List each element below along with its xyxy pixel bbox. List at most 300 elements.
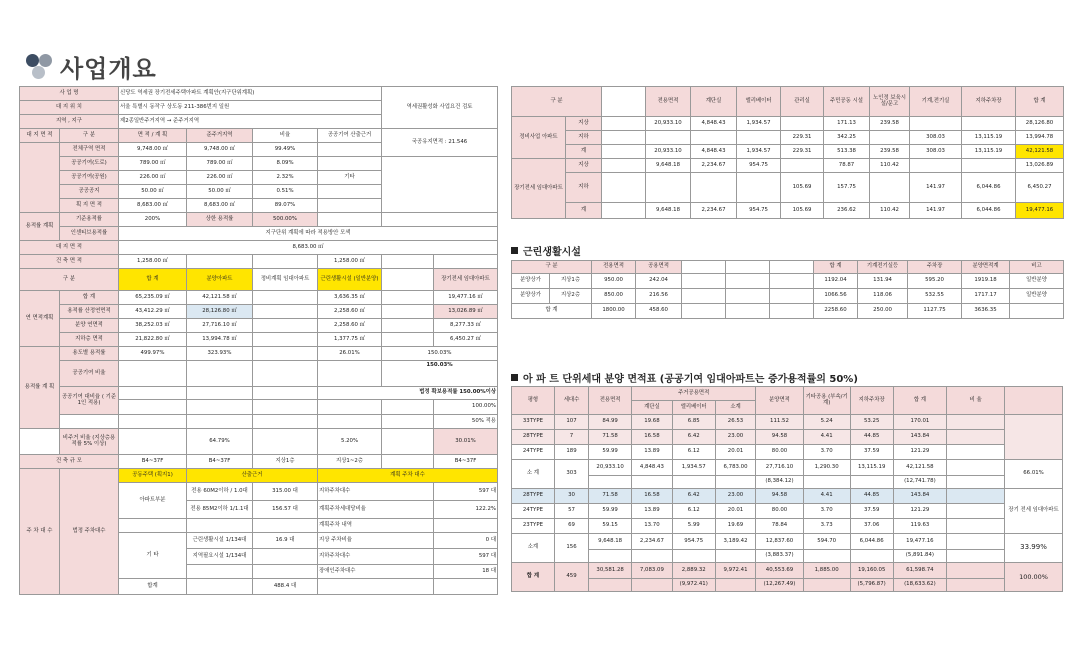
cell: 계 [566,203,602,219]
cell: 499.97% [119,347,187,361]
table-row [512,159,1064,173]
cell: 78.84 [756,519,803,534]
cell: 171.13 [824,117,870,131]
cell: 6.85 [672,415,715,430]
table-row [20,241,498,255]
cell: 지역필요시설 1/134대 [187,549,253,565]
cell: 500.00% [253,213,318,227]
cell: 전용면적 [589,387,632,415]
retail-facility-table [511,260,1064,319]
cell: 분양상가 [512,274,550,289]
cell: 상한 용적률 [187,213,253,227]
cell: 50.00 ㎡ [119,185,187,199]
table-row [20,87,498,101]
cell: 지하주차장 [962,87,1016,117]
cell: 6,450.27 ㎡ [434,333,498,347]
cell: 13,115.19 [850,460,893,476]
cell: 건 축 면 적 [20,255,119,269]
cell: (9,972.41) [672,579,715,592]
cell: 1,934.57 [672,460,715,476]
cell: 전체구역 면적 [60,143,119,157]
cell: 공공공지 [60,185,119,199]
cell: 13,994.78 [1016,131,1064,145]
cell: 기 타 [119,533,187,579]
cell: 획 지 면 적 [60,199,119,213]
cell: 26.53 [715,415,756,430]
cell: 아파트부분 [119,483,187,519]
cell [781,117,824,131]
cell: 합계 [119,579,187,595]
cell: 458.60 [636,304,682,319]
cell: 비고 [1010,261,1064,274]
cell: 16.9 대 [253,533,318,549]
table-row [512,289,1064,304]
cell: 28TYPE [512,430,555,445]
cell: 분양아파트 [187,269,253,291]
cell: 소 계 [512,460,555,489]
cell: 30,581.28 [589,563,632,579]
cell: 법정 확보용적률 150.00%이상 [318,387,498,400]
table-row [512,550,1063,563]
cell: 21,822.80 ㎡ [119,333,187,347]
cell: 107 [554,415,588,430]
page-title-text: 사업개요 [60,54,157,83]
cell: 99.49% [253,143,318,157]
cell: 23.00 [715,489,756,504]
cell: 전용면적 [592,261,636,274]
cell: 산출근거 [187,469,318,483]
cell: (12,741.78) [893,476,947,489]
cell: 면 적 / 계 획 [119,129,187,143]
cell: 7 [554,430,588,445]
cell: 주거공용면적 [632,387,756,401]
cell: 엘리베이터 [737,87,781,117]
cell: 1,258.00 ㎡ [318,255,382,269]
cell: 기계전기실등 [858,261,908,274]
cell: 242.04 [636,274,682,289]
cell: 5.24 [803,415,850,430]
cell: 공공기여 대비율 ( 기준 1인 적용) [60,387,119,415]
cell: 노인정 보육시설/문고 [870,87,910,117]
cell: 기계,전기실 [910,87,962,117]
cell: 19.68 [632,415,673,430]
table-row [20,455,498,469]
table-row [20,319,498,333]
cell: 합 계 [119,269,187,291]
cell: 3,636.35 ㎡ [318,291,382,305]
cell: 200% [119,213,187,227]
cell [962,159,1016,173]
cell: 110.42 [870,203,910,219]
cell: 8,683.00 ㎡ [119,241,498,255]
cell: 19,477.16 ㎡ [434,291,498,305]
cell: 65,235.09 ㎡ [119,291,187,305]
cell [691,131,737,145]
cell: 8,683.00 ㎡ [119,199,187,213]
cell: 532.55 [908,289,962,304]
cell: 141.97 [910,173,962,203]
cell: 계획 주차 대수 [318,469,498,483]
cell: 용적률 산정연면적 [60,305,119,319]
table-row [512,489,1063,504]
cell: 105.69 [781,203,824,219]
cell: 156.57 대 [253,501,318,519]
cell: 6.42 [672,430,715,445]
cell: 연 면적계획 [20,291,60,347]
table-row [512,387,1063,401]
cell: 3.70 [803,504,850,519]
table-row [512,534,1063,550]
cell: 비 율 [947,387,1005,415]
cell: 37.06 [850,519,893,534]
cell: 합 계 [814,261,858,274]
cell: 143.84 [893,430,947,445]
cell: 13,115.19 [962,131,1016,145]
cell: 역세권활성화 사업요건 검토 [382,87,498,129]
cell: 216.56 [636,289,682,304]
cell: 66.01% [1005,460,1063,489]
cell: 19.69 [715,519,756,534]
cell: 513.38 [824,145,870,159]
cell: 대 지 위 치 [20,101,119,115]
cell: 서울 특별시 동작구 상도동 211-386번지 일원 [119,101,382,115]
cell: 2,258.60 ㎡ [318,319,382,333]
cell: 30.01% [434,429,498,455]
cell: 3636.35 [962,304,1010,319]
title-bullet-icon [26,52,52,80]
cell: 59.99 [589,504,632,519]
cell: 594.70 [803,534,850,550]
cell: 239.58 [870,117,910,131]
cell: 세대수 [554,387,588,415]
cell: 131.94 [858,274,908,289]
cell: 954.75 [737,159,781,173]
cell: 20,933.10 [646,117,691,131]
cell: 789.00 ㎡ [119,157,187,171]
cell: 13.89 [632,445,673,460]
cell: 1,885.00 [803,563,850,579]
table-row [512,579,1063,592]
cell: 6,783.00 [715,460,756,476]
cell: 37.59 [850,445,893,460]
cell [737,131,781,145]
cell: 6.12 [672,504,715,519]
cell: 합 계 [512,563,555,592]
cell: 50% 적용 [434,415,498,429]
cell: 6.42 [672,489,715,504]
cell: 30 [554,489,588,504]
cell: 20.01 [715,445,756,460]
cell [962,117,1016,131]
table-row [20,291,498,305]
cell: 229.31 [781,145,824,159]
cell: 지하주차대수 [318,483,434,501]
cell: 1066.56 [814,289,858,304]
cell: 40,553.69 [756,563,803,579]
cell: 평형 [512,387,555,415]
table-row [512,117,1064,131]
cell: B4~37F [187,455,253,469]
cell: 24TYPE [512,445,555,460]
cell: 7,083.09 [632,563,673,579]
cell: 121.29 [893,445,947,460]
table-row [512,87,1064,117]
cell: 지하 [566,173,602,203]
cell: 597 대 [434,483,498,501]
cell: 엘리베이터 [672,401,715,415]
cell: 342.25 [824,131,870,145]
cell: 주민공동 시설 [824,87,870,117]
cell: 8.09% [253,157,318,171]
cell: 6.12 [672,445,715,460]
cell: 용적률 계 획 [20,347,60,429]
cell: 6,450.27 [1016,173,1064,203]
cell: 주차장 [908,261,962,274]
cell: 6,044.86 [962,203,1016,219]
cell: 1,290.30 [803,460,850,476]
cell: 100.00% [1005,563,1063,592]
cell: 용적률 계획 [20,213,60,241]
cell: 189 [554,445,588,460]
cell: 27,716.10 ㎡ [187,319,253,333]
cell: 공동주택 (획지1) [119,469,187,483]
cell: 2,234.67 [691,203,737,219]
square-bullet-icon [511,374,518,381]
cell: 84.99 [589,415,632,430]
cell: B4~37F [119,455,187,469]
cell: 4,848.43 [691,117,737,131]
cell: 지상1~2층 [318,455,382,469]
cell: 합 계 [1016,87,1064,117]
cell: 94.58 [756,430,803,445]
cell: 156 [554,534,588,563]
table-row [20,227,498,241]
cell: 소계 [512,534,555,563]
cell: 954.75 [672,534,715,550]
cell: 236.62 [824,203,870,219]
cell: 인센티브용적률 [60,227,119,241]
cell: 59.99 [589,445,632,460]
cell: 장기전세 임대아파트 [434,269,498,291]
cell: 일반분양 [1010,274,1064,289]
cell: 100.00% [434,400,498,415]
cell: 69 [554,519,588,534]
cell: 합 계 [60,291,119,305]
cell: 23.00 [715,430,756,445]
table-row [20,269,498,291]
cell [870,131,910,145]
table-row [512,563,1063,579]
cell: 9,648.18 [589,534,632,550]
cell [870,173,910,203]
cell: 488.4 대 [253,579,318,595]
cell: 구 분 [512,261,592,274]
cell: 226.00 ㎡ [187,171,253,185]
cell: 94.58 [756,489,803,504]
cell: 44.85 [850,489,893,504]
cell: 143.84 [893,489,947,504]
cell: 3.70 [803,445,850,460]
cell: 분양면적 [756,387,803,415]
cell: 9,648.18 [646,159,691,173]
cell: 121.29 [893,504,947,519]
cell: 110.42 [870,159,910,173]
cell: 비주거 비율 (지상층용적률 5% 이상) [60,429,119,455]
cell: 28,126.80 [1016,117,1064,131]
cell: 57 [554,504,588,519]
cell: 근린생활시설 1/134대 [187,533,253,549]
cell [910,159,962,173]
cell: (5,796.87) [850,579,893,592]
table-row [20,305,498,319]
cell: 공공기여 비율 [60,361,119,387]
square-bullet-icon [511,247,518,254]
cell: 기준용적률 [60,213,119,227]
cell: 141.97 [910,203,962,219]
cell: 789.00 ㎡ [187,157,253,171]
cell: 105.69 [781,173,824,203]
cell: 42,121.58 [1016,145,1064,159]
cell: 계단실 [632,401,673,415]
cell: 33TYPE [512,415,555,430]
table-row [512,203,1064,219]
cell: 13.70 [632,519,673,534]
cell: 지하주차대수 [318,549,434,565]
cell: 정비사업 아파트 [512,117,566,159]
cell: 13,026.89 [1016,159,1064,173]
cell: 20.01 [715,504,756,519]
cell: 전용 85M2이하 1/1.1대 [187,501,253,519]
cell: 13,115.19 [962,145,1016,159]
table-row [20,255,498,269]
cell: 대 지 면 적 [20,241,119,255]
cell: 118.06 [858,289,908,304]
cell: 합 계 [512,304,592,319]
cell: 13.89 [632,504,673,519]
cell: 12,837.60 [756,534,803,550]
cell: 315.00 대 [253,483,318,501]
cell: 1192.04 [814,274,858,289]
cell: 4.41 [803,489,850,504]
cell: 지하주차장 [850,387,893,415]
cell: 소계 [715,401,756,415]
section-heading-text: 아 파 트 단위세대 분양 면적표 (공공기여 임대아파트는 증가용적률의 50%) [523,374,858,385]
cell: 459 [554,563,588,592]
cell: 5.99 [672,519,715,534]
cell: 0 대 [434,533,498,549]
cell: 308.03 [910,131,962,145]
cell: 122.2% [434,501,498,519]
cell: 157.75 [824,173,870,203]
cell: 1919.18 [962,274,1010,289]
cell: 18 대 [434,565,498,579]
cell: 2258.60 [814,304,858,319]
cell: 42,121.58 ㎡ [187,291,253,305]
table-row [20,387,498,400]
cell: 공공기여(공원) [60,171,119,185]
cell: 9,972.41 [715,563,756,579]
cell: 954.75 [737,203,781,219]
cell: 합 계 [893,387,947,415]
cell: 38,252.03 ㎡ [119,319,187,333]
cell [781,159,824,173]
cell: 장기 전세 임대아파트 [1005,489,1063,534]
cell: 71.58 [589,430,632,445]
table-row [20,469,498,483]
page-title [26,50,157,82]
cell: 597 대 [434,549,498,565]
table-row [512,476,1063,489]
cell [737,173,781,203]
cell: 28TYPE [512,489,555,504]
cell: 50.00 ㎡ [187,185,253,199]
cell: 37.59 [850,504,893,519]
cell: 계획주차세대당비율 [318,501,434,519]
cell: 250.00 [858,304,908,319]
cell: 308.03 [910,145,962,159]
cell: 6,044.86 [962,173,1016,203]
cell [646,173,691,203]
table-row [20,129,498,143]
cell: 구 분 [60,129,119,143]
cell: 59.15 [589,519,632,534]
cell: 9,748.00 ㎡ [119,143,187,157]
cell: 4,848.43 [691,145,737,159]
cell: 구 분 [512,87,602,117]
cell: 33.99% [1005,534,1063,563]
table-row [512,131,1064,145]
cell: 계획주차 내역 [318,519,434,533]
cell: 80.00 [756,445,803,460]
cell: 19,477.16 [1016,203,1064,219]
table-row [512,445,1063,460]
cell: 27,716.10 [756,460,803,476]
table-row [512,504,1063,519]
table-row [512,519,1063,534]
cell: 1,258.00 ㎡ [119,255,187,269]
cell: 기타공용 (부속/기계) [803,387,850,415]
cell: 64.79% [187,429,253,455]
cell: 계 [566,145,602,159]
cell: 4,848.43 [632,460,673,476]
cell: 3,189.42 [715,534,756,550]
cell: 지상2층 [550,289,592,304]
cell: 1,934.57 [737,145,781,159]
cell: 지상 [566,159,602,173]
cell: 비율 [253,129,318,143]
cell: 장기전세 임대아파트 [512,159,566,219]
cell: 지상 주차비율 [318,533,434,549]
table-row [512,145,1064,159]
cell: 공공기여 산출근거 [318,129,382,143]
cell: 제2종일반주거지역 → 준주거지역 [119,115,382,129]
cell: (5,891.84) [893,550,947,563]
cell: 850.00 [592,289,636,304]
project-overview-table [19,86,498,595]
cell: 19,477.16 [893,534,947,550]
section-heading-text: 근린생활시설 [523,247,581,258]
cell: 950.00 [592,274,636,289]
cell: 1800.00 [592,304,636,319]
cell: 303 [554,460,588,489]
cell: 0.51% [253,185,318,199]
cell: 24TYPE [512,504,555,519]
cell: 323.93% [187,347,253,361]
cell: 1,934.57 [737,117,781,131]
cell: 170.01 [893,415,947,430]
cell: 9,748.00 ㎡ [187,143,253,157]
cell: 전용 60M2이하 / 1.0대 [187,483,253,501]
